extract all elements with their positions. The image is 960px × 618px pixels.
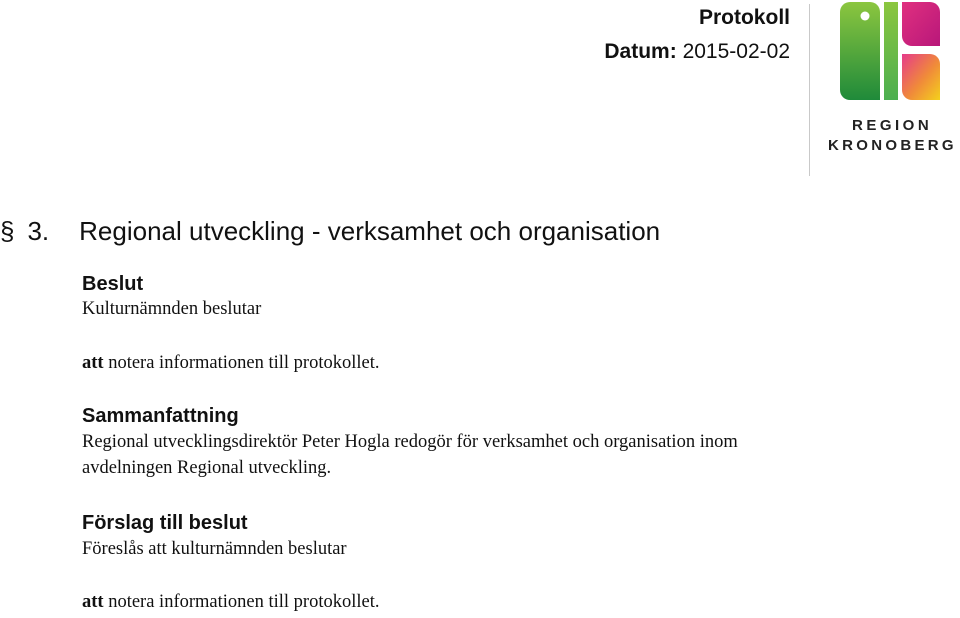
logo-text-region: REGION	[852, 117, 933, 134]
logo-yellow-block	[902, 54, 940, 100]
section-number: 3.	[27, 216, 50, 246]
att-text: notera informationen till protokollet.	[108, 353, 380, 373]
logo-text-kronoberg: KRONOBERG	[828, 137, 957, 154]
sammanfattning-line-2: avdelningen Regional utveckling.	[82, 458, 332, 478]
forslag-text: Föreslås att kulturnämnden beslutar	[82, 539, 347, 559]
logo-green-stem	[884, 2, 898, 100]
sammanfattning-heading: Sammanfattning	[82, 405, 239, 427]
document-type: Protokoll	[698, 6, 790, 29]
forslag-att-clause	[82, 592, 379, 613]
logo-green-block	[840, 2, 880, 100]
att-text: notera informationen till protokollet.	[108, 592, 380, 612]
date-label: Datum:	[604, 40, 677, 63]
beslut-heading: Beslut	[82, 273, 144, 295]
beslut-text: Kulturnämnden beslutar	[82, 299, 262, 319]
att-word: att	[82, 353, 104, 373]
beslut-att-clause	[82, 353, 379, 374]
att-word: att	[82, 592, 104, 612]
logo-magenta-block	[902, 2, 940, 46]
section-heading	[0, 216, 660, 247]
date-line	[604, 40, 790, 64]
forslag-heading: Förslag till beslut	[82, 512, 248, 534]
date-value: 2015-02-02	[682, 40, 790, 63]
sammanfattning-line-1: Regional utvecklingsdirektör Peter Hogla redogör för verksamhet och organisation inom	[82, 432, 738, 452]
section-title: Regional utveckling - verksamhet och organisation	[79, 216, 661, 246]
paragraph-symbol: §	[0, 216, 15, 246]
region-kronoberg-logo	[828, 0, 960, 160]
header-divider	[809, 4, 810, 176]
